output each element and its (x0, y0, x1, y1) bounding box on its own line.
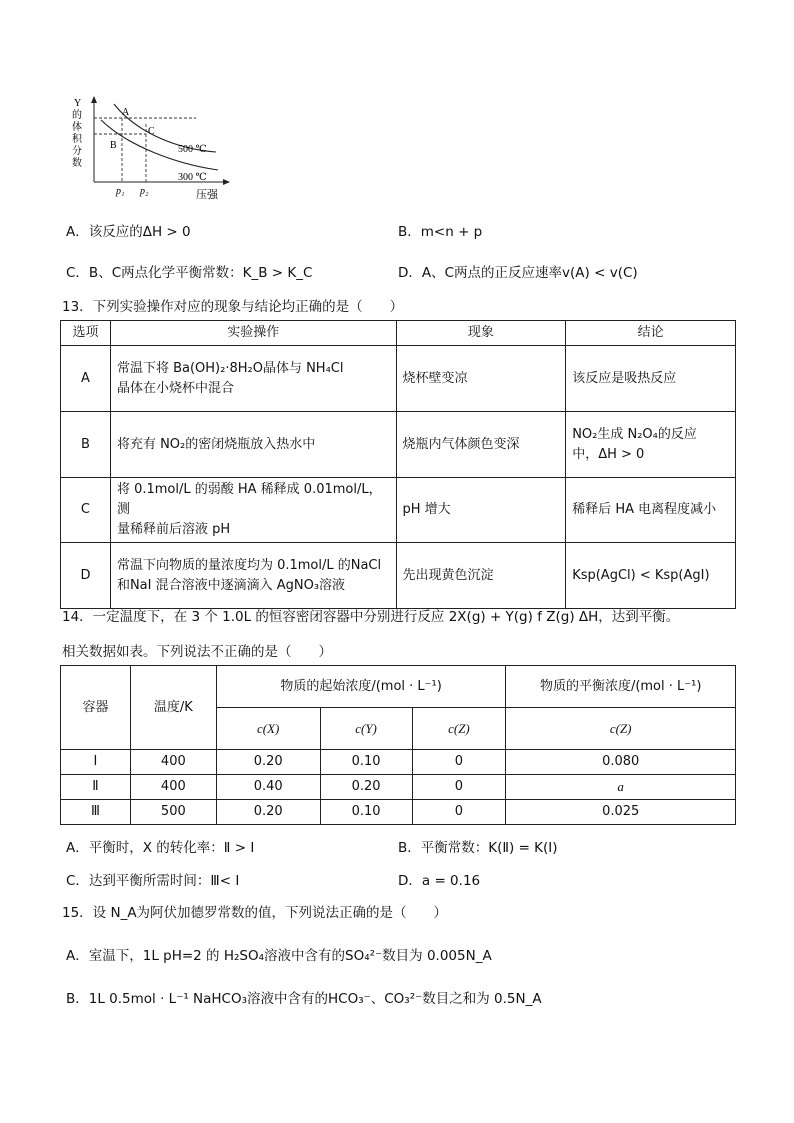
q14-row2-eq: a (506, 775, 736, 800)
q14-row3-id: Ⅲ (61, 800, 131, 825)
q14-sub-cz: c(Z) (412, 708, 506, 750)
q14-header-container: 容器 (61, 666, 131, 750)
q14-row1-id: Ⅰ (61, 750, 131, 775)
q14-row3-cz: 0 (412, 800, 506, 825)
y-label-4: 积 (72, 134, 82, 145)
q12-option-d: D．A、C两点的正反应速率v(A) < v(C) (398, 265, 638, 281)
q14-stem-line1: 14．一定温度下，在 3 个 1.0L 的恒容密闭容器中分别进行反应 2X(g) + Y(g) f Z(g) ΔH，达到平衡。 (62, 609, 680, 625)
q12-option-b: B．m<n + p (398, 224, 483, 240)
table-row (61, 346, 736, 412)
q13-row-b-operation: 将充有 NO₂的密闭烧瓶放入热水中 (110, 412, 396, 478)
p2-label: p₂ (140, 186, 149, 197)
q14-row1-temp: 400 (130, 750, 216, 775)
q13-row-b-phenomenon: 烧瓶内气体颜色变深 (396, 412, 566, 478)
q13-row-c-operation: 将 0.1mol/L 的弱酸 HA 稀释成 0.01mol/L，测 量稀释前后溶液 pH (110, 478, 396, 543)
y-label-2: 的 (72, 110, 82, 121)
q14-row3-temp: 500 (130, 800, 216, 825)
q14-row2-cz: 0 (412, 775, 506, 800)
q13-header-row (61, 321, 736, 346)
q13-row-a-phenomenon: 烧杯壁变凉 (396, 346, 566, 412)
table-row (61, 800, 736, 825)
q13-row-c-phenomenon: pH 增大 (396, 478, 566, 543)
q13-row-d-operation: 常温下向物质的量浓度均为 0.1mol/L 的NaCl 和NaI 混合溶液中逐滴滴入 AgNO₃溶液 (110, 543, 396, 609)
q13-table (60, 320, 736, 609)
q14-row3-cx: 0.20 (216, 800, 320, 825)
q14-option-c: C．达到平衡所需时间：Ⅲ< Ⅰ (66, 873, 240, 889)
q12-option-a: A．该反应的ΔH > 0 (66, 224, 191, 240)
q14-option-b: B．平衡常数：K(Ⅱ) = K(Ⅰ) (398, 840, 558, 856)
q13-row-b-conclusion: NO₂生成 N₂O₄的反应 中，ΔH > 0 (566, 412, 736, 478)
q14-row1-cy: 0.10 (320, 750, 412, 775)
q14-row3-cy: 0.10 (320, 800, 412, 825)
q14-row1-cz: 0 (412, 750, 506, 775)
q13-row-a-operation: 常温下将 Ba(OH)₂·8H₂O晶体与 NH₄Cl 晶体在小烧杯中混合 (110, 346, 396, 412)
q14-row1-cx: 0.20 (216, 750, 320, 775)
q13-row-b-option: B (61, 412, 111, 478)
q13-row-c-option: C (61, 478, 111, 543)
table-row (61, 543, 736, 609)
curve-500-label: 500 ℃ (178, 144, 207, 155)
table-row (61, 412, 736, 478)
q15-option-a: A．室温下，1L pH=2 的 H₂SO₄溶液中含有的SO₄²⁻数目为 0.005N_A (66, 948, 492, 964)
y-label-6: 数 (72, 158, 82, 169)
q13-row-d-conclusion: Ksp(AgCl) < Ksp(AgI) (566, 543, 736, 609)
q14-row2-cy: 0.20 (320, 775, 412, 800)
q14-option-d: D．a = 0.16 (398, 873, 481, 889)
q13-row-c-conclusion: 稀释后 HA 电离程度减小 (566, 478, 736, 543)
p1-label: p₁ (116, 186, 125, 197)
q14-stem-line2: 相关数据如表。下列说法不正确的是（ ） (62, 644, 332, 660)
q13-row-a-conclusion: 该反应是吸热反应 (566, 346, 736, 412)
q13-row-d-phenomenon: 先出现黄色沉淀 (396, 543, 566, 609)
q13-stem: 13．下列实验操作对应的现象与结论均正确的是（ ） (62, 299, 404, 315)
q13-header-phenomenon: 现象 (396, 321, 566, 346)
point-a-label: A (122, 107, 130, 118)
q14-row3-eq: 0.025 (506, 800, 736, 825)
point-b-label: B (110, 140, 117, 151)
y-label-3: 体 (72, 122, 82, 133)
q14-row2-temp: 400 (130, 775, 216, 800)
q15-option-b: B．1L 0.5mol · L⁻¹ NaHCO₃溶液中含有的HCO₃⁻、CO₃²⁻数目之和为 0.5N_A (66, 991, 542, 1007)
x-axis-arrow (223, 179, 230, 185)
table-row (61, 775, 736, 800)
curve-300-label: 300 ℃ (178, 172, 207, 183)
q13-row-d-option: D (61, 543, 111, 609)
y-label-1: Y (74, 98, 82, 109)
y-axis-arrow (91, 96, 97, 103)
q14-row2-cx: 0.40 (216, 775, 320, 800)
x-axis-label: 压强 (196, 189, 218, 201)
q14-row1-eq: 0.080 (506, 750, 736, 775)
q13-header-conclusion: 结论 (566, 321, 736, 346)
q14-sub-cz-eq: c(Z) (506, 708, 736, 750)
equilibrium-figure (66, 94, 236, 204)
q14-header-row (61, 666, 736, 708)
table-row (61, 478, 736, 543)
q14-option-a: A．平衡时，X 的转化率：Ⅱ > Ⅰ (66, 840, 255, 856)
q13-row-a-option: A (61, 346, 111, 412)
q13-header-option: 选项 (61, 321, 111, 346)
y-label-5: 分 (72, 146, 82, 157)
q13-header-operation: 实验操作 (110, 321, 396, 346)
point-c-label: C (148, 126, 155, 137)
q15-stem: 15．设 N_A为阿伏加德罗常数的值，下列说法正确的是（ ） (62, 905, 448, 921)
q14-header-temp: 温度/K (130, 666, 216, 750)
q14-header-initial: 物质的起始浓度/(mol · L⁻¹) (216, 666, 506, 708)
q14-row2-id: Ⅱ (61, 775, 131, 800)
q14-sub-cx: c(X) (216, 708, 320, 750)
table-row (61, 750, 736, 775)
q14-header-equil: 物质的平衡浓度/(mol · L⁻¹) (506, 666, 736, 708)
q14-table (60, 665, 736, 825)
q12-option-c: C．B、C两点化学平衡常数：K_B > K_C (66, 265, 313, 281)
q14-sub-cy: c(Y) (320, 708, 412, 750)
